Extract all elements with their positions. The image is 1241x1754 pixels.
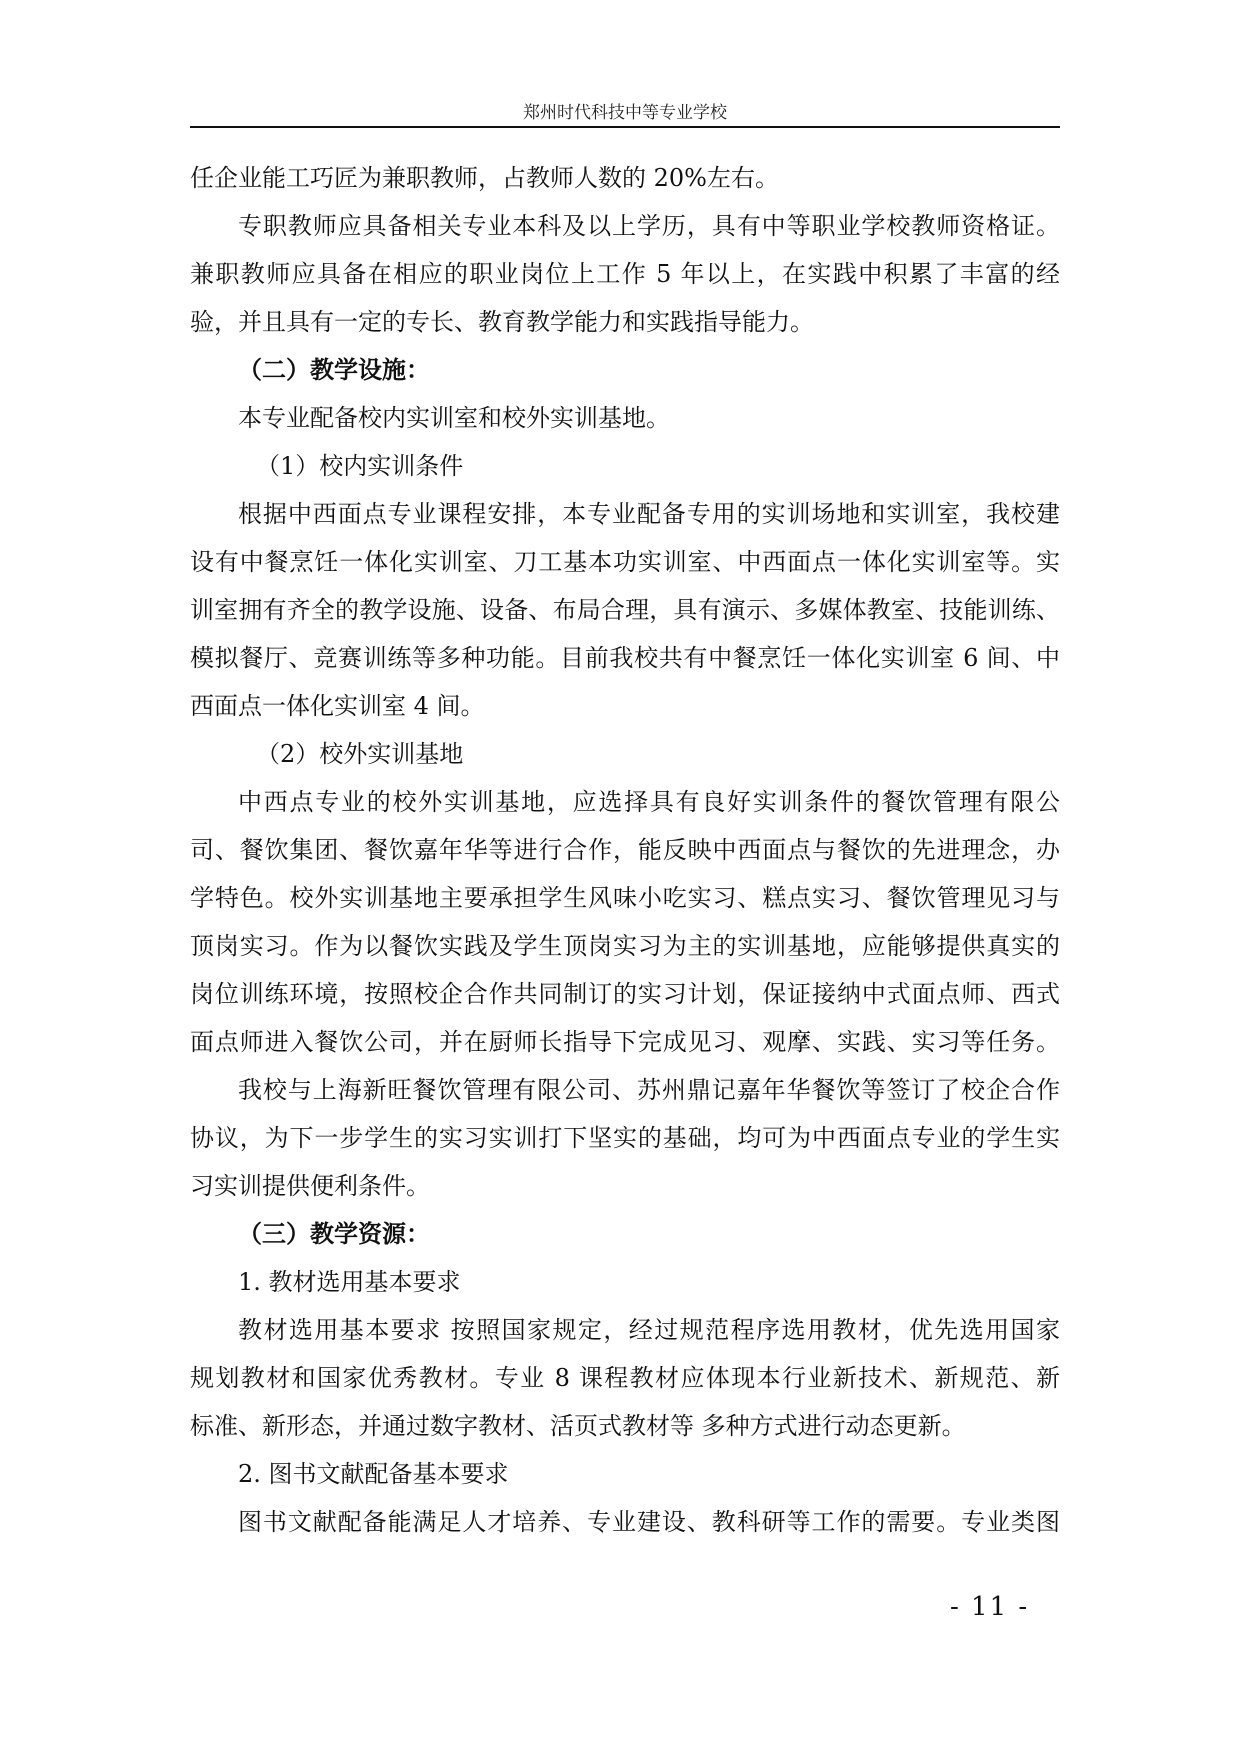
subsection-heading: 2. 图书文献配备基本要求: [238, 1460, 509, 1488]
section-heading: （三）教学资源：: [238, 1219, 430, 1248]
page-number: - 11 -: [950, 1592, 1030, 1622]
subsection-heading: （2）校外实训基地: [256, 740, 464, 768]
header-rule: [190, 126, 1060, 128]
text-line: 兼职教师应具备在相应的职业岗位上工作 5 年以上，在实践中积累了丰富的经: [190, 260, 1060, 288]
text-line: 面点师进入餐饮公司，并在厨师长指导下完成见习、观摩、实践、实习等任务。: [190, 1028, 1060, 1056]
text-line: 标准、新形态，并通过数字教材、活页式教材等 多种方式进行动态更新。: [190, 1412, 966, 1440]
text-line: 岗位训练环境，按照校企合作共同制订的实习计划，保证接纳中式面点师、西式: [190, 980, 1060, 1008]
text-line: 规划教材和国家优秀教材。专业 8 课程教材应体现本行业新技术、新规范、新: [190, 1364, 1060, 1392]
text-line: 根据中西面点专业课程安排，本专业配备专用的实训场地和实训室，我校建: [238, 500, 1060, 528]
text-line: 模拟餐厅、竞赛训练等多种功能。目前我校共有中餐烹饪一体化实训室 6 间、中: [190, 644, 1060, 672]
text-line: 图书文献配备能满足人才培养、专业建设、教科研等工作的需要。专业类图: [238, 1508, 1060, 1536]
text-line: 司、餐饮集团、餐饮嘉年华等进行合作，能反映中西面点与餐饮的先进理念，办: [190, 836, 1060, 864]
text-line: 协议，为下一步学生的实习实训打下坚实的基础，均可为中西面点专业的学生实: [190, 1124, 1060, 1152]
text-line: 习实训提供便利条件。: [190, 1172, 430, 1200]
text-line: 中西点专业的校外实训基地，应选择具有良好实训条件的餐饮管理有限公: [238, 788, 1060, 816]
text-line: 验，并且具有一定的专长、教育教学能力和实践指导能力。: [190, 308, 814, 336]
subsection-heading: 1. 教材选用基本要求: [238, 1268, 461, 1296]
text-line: 专职教师应具备相关专业本科及以上学历，具有中等职业学校教师资格证。: [238, 212, 1060, 240]
section-heading: （二）教学设施：: [238, 355, 430, 384]
subsection-heading: （1）校内实训条件: [256, 452, 464, 480]
text-line: 顶岗实习。作为以餐饮实践及学生顶岗实习为主的实训基地，应能够提供真实的: [190, 932, 1060, 960]
page-body: [190, 154, 1060, 1546]
text-line: 任企业能工巧匠为兼职教师，占教师人数的 20%左右。: [190, 164, 779, 192]
text-line: 本专业配备校内实训室和校外实训基地。: [238, 404, 670, 432]
text-line: 训室拥有齐全的教学设施、设备、布局合理，具有演示、多媒体教室、技能训练、: [190, 596, 1060, 624]
running-header: 郑州时代科技中等专业学校: [523, 103, 727, 123]
text-line: 西面点一体化实训室 4 间。: [190, 692, 485, 720]
text-line: 设有中餐烹饪一体化实训室、刀工基本功实训室、中西面点一体化实训室等。实: [190, 548, 1060, 576]
text-line: 教材选用基本要求 按照国家规定，经过规范程序选用教材，优先选用国家: [238, 1316, 1060, 1344]
text-line: 我校与上海新旺餐饮管理有限公司、苏州鼎记嘉年华餐饮等签订了校企合作: [238, 1076, 1060, 1104]
text-line: 学特色。校外实训基地主要承担学生风味小吃实习、糕点实习、餐饮管理见习与: [190, 884, 1060, 912]
